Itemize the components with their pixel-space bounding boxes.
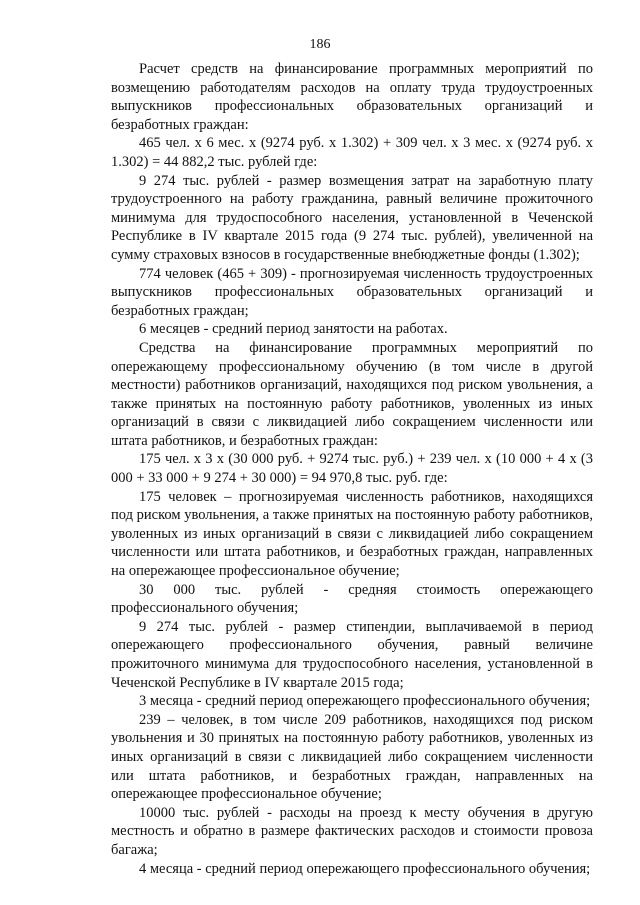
paragraph: Средства на финансирование программных мероприятий по опережающему профессиональному обучению (в том числе в другой местности) работников организаций, находящихся под риском увольнения, а также принятых на постоянную работу работников, уволенных из иных организаций в связи с ликвидацией либо сокращением численности или штата работников, и безработных граждан:: [111, 339, 593, 449]
paragraph: 239 – человек, в том числе 209 работников, находящихся под риском увольнения и 30 принятых на постоянную работу работников, уволенных из иных организаций в связи с ликвидацией либо сокращением численности или штата работников, и безработных граждан, направленных на опережающее профессиональное обучение;: [111, 711, 593, 803]
document-body: [111, 60, 593, 878]
paragraph: 175 чел. х 3 х (30 000 руб. + 9274 тыс. руб.) + 239 чел. х (10 000 + 4 х (3 000 + 33 000 + 9 274 + 30 000) = 94 970,8 тыс. руб. где:: [111, 451, 593, 487]
paragraph: 3 месяца - средний период опережающего профессионального обучения;: [139, 693, 591, 710]
paragraph: 465 чел. х 6 мес. х (9274 руб. х 1.302) + 309 чел. х 3 мес. х (9274 руб. х 1.302) = 44 882,2 тыс. рублей где:: [111, 135, 593, 170]
paragraph: 774 человек (465 + 309) - прогнозируемая численность трудоустроенных выпускников профессиональных образовательных организаций и безработных граждан;: [111, 265, 593, 319]
paragraph: 175 человек – прогнозируемая численность работников, находящихся под риском увольнения, а также принятых на постоянную работу работников, уволенных из иных организаций в связи с ликвидацией либо сокращением численности или штата работников, и безработных граждан, направленных на опережающее профессиональное обучение;: [111, 488, 593, 580]
page-number: 186: [309, 37, 331, 52]
paragraph: Расчет средств на финансирование программных мероприятий по возмещению работодателям расходов на оплату труда трудоустроенных выпускников профессиональных образовательных организаций и безработных граждан:: [111, 61, 593, 133]
paragraph: 30 000 тыс. рублей - средняя стоимость опережающего профессионального обучения;: [111, 581, 593, 617]
paragraph: 9 274 тыс. рублей - размер возмещения затрат на заработную плату трудоустроенного на работу гражданина, равный величине прожиточного минимума для трудоспособного населения, установленной в Чеченской Республике в IV квартале 2015 года (9 274 тыс. рублей), увеличенной на сумму страховых взносов в государственные внебюджетные фонды (1.302);: [111, 172, 593, 263]
paragraph: 9 274 тыс. рублей - размер стипендии, выплачиваемой в период опережающего профессионального обучения, равный величине прожиточного минимума для трудоспособного населения, установленной в Чеченской Республике в IV квартале 2015 года;: [111, 618, 593, 691]
paragraph: 4 месяца - средний период опережающего профессионального обучения;: [139, 860, 591, 877]
paragraph: 10000 тыс. рублей - расходы на проезд к месту обучения в другую местность и обратно в размере фактических расходов и стоимости провоза багажа;: [111, 804, 593, 858]
paragraph: 6 месяцев - средний период занятости на работах.: [139, 321, 448, 338]
